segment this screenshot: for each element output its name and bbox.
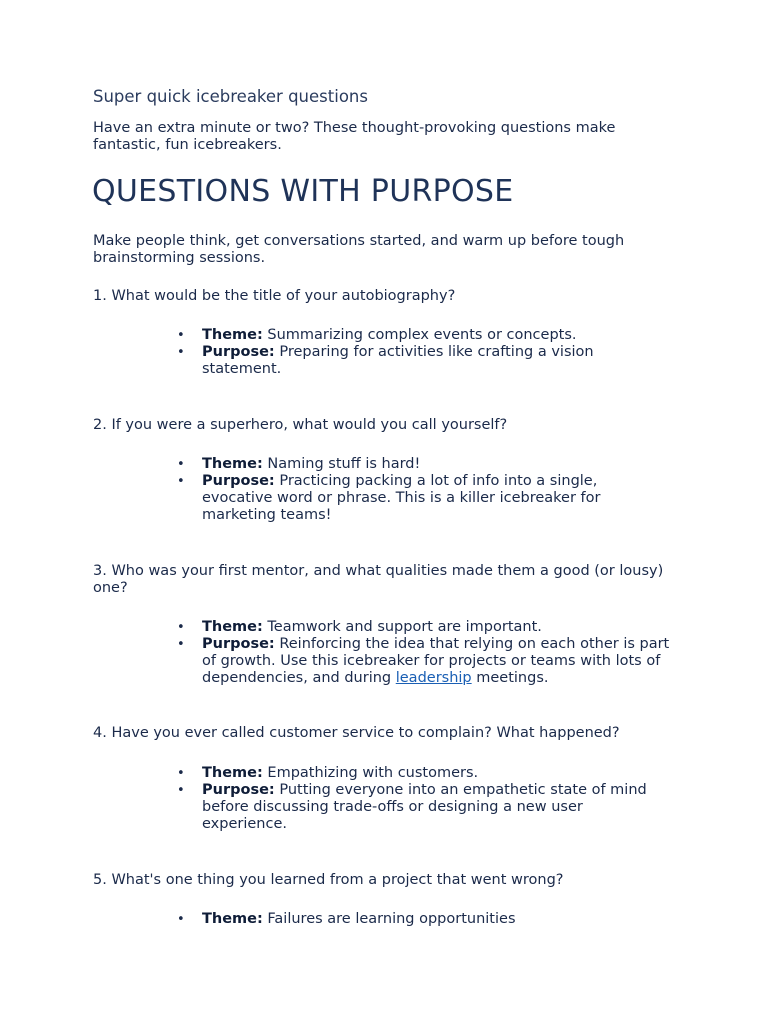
purpose-bullet xyxy=(202,782,672,833)
theme-label: Theme: xyxy=(202,619,263,635)
question-3-bullets xyxy=(202,619,672,687)
purpose-text: Preparing for activities like crafting a vision statement. xyxy=(202,344,594,377)
section-heading: QUESTIONS WITH PURPOSE xyxy=(92,174,514,209)
purpose-label: Purpose: xyxy=(202,473,275,489)
question-1: 1. What would be the title of your autobiography? xyxy=(93,288,456,304)
theme-bullet xyxy=(202,911,672,928)
question-2-bullets xyxy=(202,456,672,524)
subtitle: Super quick icebreaker questions xyxy=(93,87,368,106)
question-2: 2. If you were a superhero, what would you call yourself? xyxy=(93,417,508,433)
purpose-label: Purpose: xyxy=(202,344,275,360)
purpose-bullet xyxy=(202,344,672,378)
question-1-bullets xyxy=(202,327,672,378)
theme-text: Failures are learning opportunities xyxy=(267,911,516,927)
purpose-bullet xyxy=(202,473,672,524)
purpose-label: Purpose: xyxy=(202,636,275,652)
theme-bullet xyxy=(202,765,672,782)
purpose-text: Putting everyone into an empathetic state of mind before discussing trade-offs or designing a new user experience. xyxy=(202,782,647,832)
theme-bullet xyxy=(202,456,672,473)
question-3: 3. Who was your first mentor, and what qualities made them a good (or lousy) one? xyxy=(93,563,664,596)
question-4-bullets xyxy=(202,765,672,833)
purpose-text: Reinforcing the idea that relying on each other is part of growth. Use this icebreaker for projects or teams with lots of dependencies, and during xyxy=(202,636,670,686)
theme-text: Naming stuff is hard! xyxy=(267,456,421,472)
theme-bullet xyxy=(202,327,672,344)
intro-paragraph: Have an extra minute or two? These thought-provoking questions make fantastic, fun icebreakers. xyxy=(93,120,616,153)
question-5-bullets xyxy=(202,911,672,928)
theme-label: Theme: xyxy=(202,765,263,781)
purpose-label: Purpose: xyxy=(202,782,275,798)
theme-label: Theme: xyxy=(202,456,263,472)
purpose-text: Practicing packing a lot of info into a single, evocative word or phrase. This is a killer icebreaker for marketing teams! xyxy=(202,473,601,523)
purpose-text-end: meetings. xyxy=(476,670,549,686)
theme-bullet xyxy=(202,619,672,636)
leadership-link[interactable]: leadership xyxy=(395,670,472,686)
theme-label: Theme: xyxy=(202,327,263,343)
purpose-bullet xyxy=(202,636,672,687)
theme-label: Theme: xyxy=(202,911,263,927)
question-4: 4. Have you ever called customer service to complain? What happened? xyxy=(93,725,620,741)
section-intro: Make people think, get conversations started, and warm up before tough brainstorming sessions. xyxy=(93,233,625,266)
theme-text: Summarizing complex events or concepts. xyxy=(267,327,577,343)
theme-text: Empathizing with customers. xyxy=(267,765,479,781)
theme-text: Teamwork and support are important. xyxy=(267,619,542,635)
question-5: 5. What's one thing you learned from a project that went wrong? xyxy=(93,872,564,888)
